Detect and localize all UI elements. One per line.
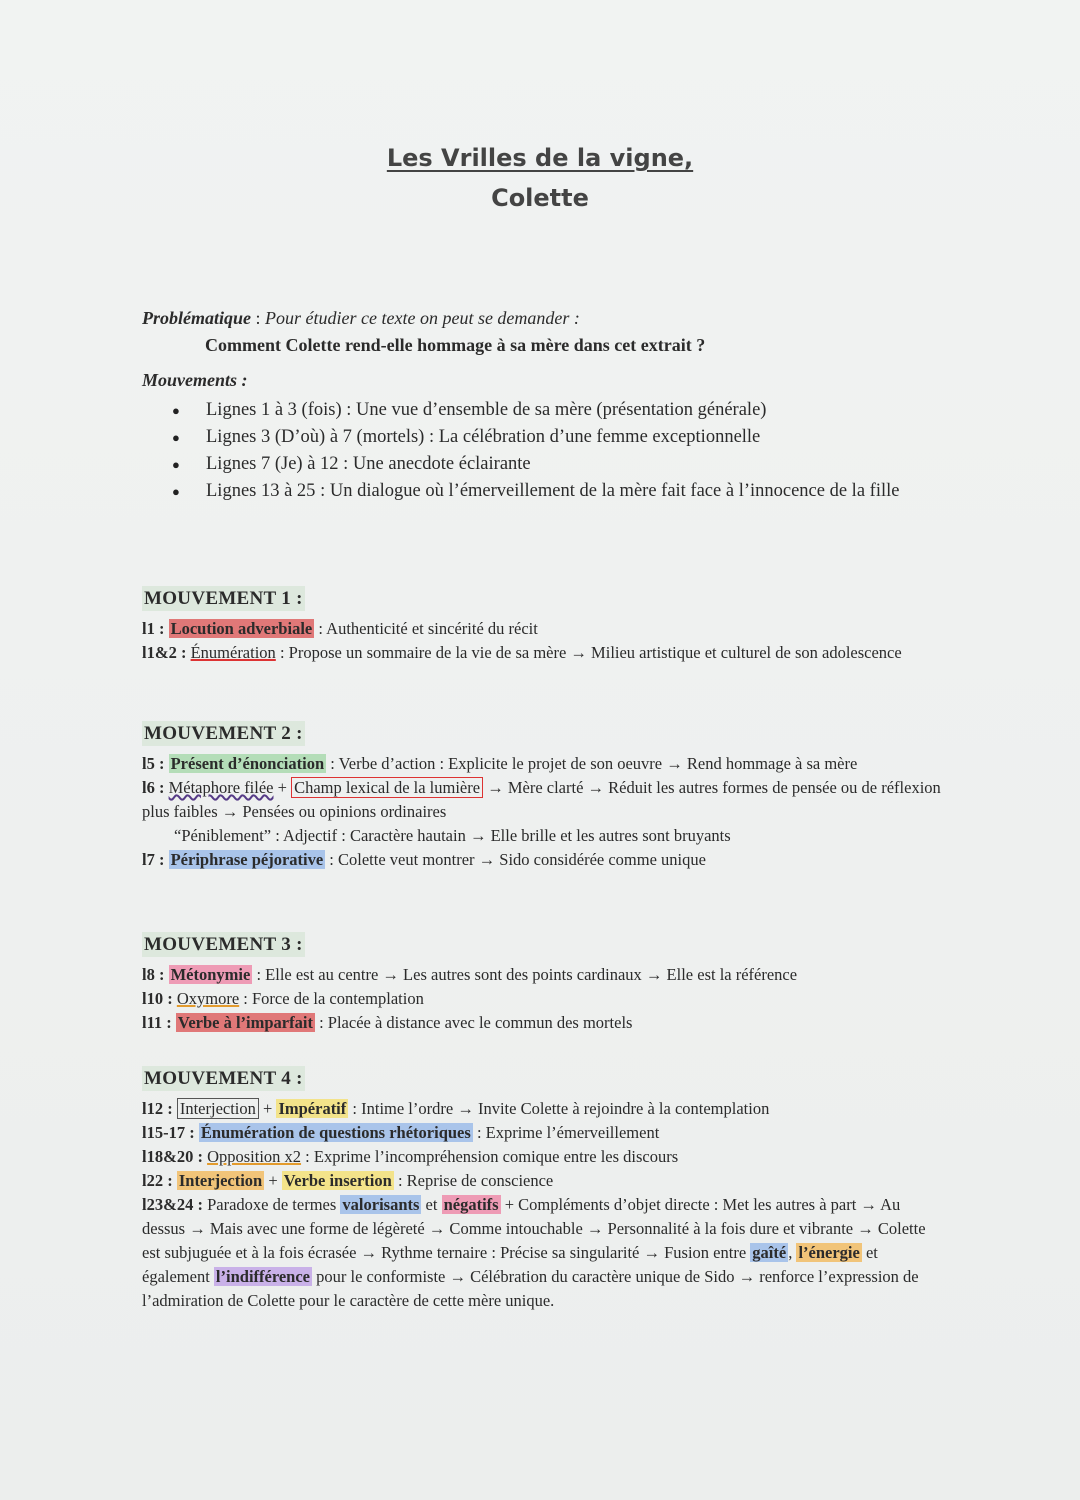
line-ref: l7 : [142, 850, 169, 869]
figure-term: négatifs [443, 1195, 499, 1214]
analysis-line [142, 641, 947, 665]
analysis-line [142, 1121, 947, 1145]
analysis-text: : Exprime l’incompréhension comique entre les discours [301, 1147, 679, 1166]
line-ref: l8 : [142, 965, 169, 984]
mouvement-2-section [142, 721, 947, 872]
problematique-sep: : [251, 308, 266, 328]
analysis-text: : Exprime l’émerveillement [472, 1123, 660, 1142]
analysis-line [142, 1145, 947, 1169]
mouvement-3-heading: MOUVEMENT 3 : [144, 934, 303, 955]
figure-term: gaîté [752, 1243, 787, 1262]
line-ref: l18&20 : [142, 1147, 208, 1166]
line-ref: l6 : [142, 778, 169, 797]
mouvement-4-section [142, 1066, 947, 1313]
line-ref: l1&2 : [142, 643, 191, 662]
figure-term: Oxymore [176, 989, 240, 1008]
analysis-line [142, 1193, 947, 1313]
analysis-line [142, 617, 947, 641]
figure-term: Métaphore filée [168, 778, 274, 797]
movement-text: : La célébration d’une femme exceptionnelle [424, 427, 761, 447]
figure-term: l’énergie [798, 1243, 860, 1262]
figure-term: Verbe insertion [283, 1171, 392, 1190]
line-ref: l11 : [142, 1013, 176, 1032]
list-item [206, 451, 947, 478]
movement-ref: Lignes 7 (Je) à 12 [206, 454, 339, 474]
analysis-text: : Placée à distance avec le commun des mortels [314, 1013, 633, 1032]
mouvements-label: Mouvements : [142, 370, 248, 390]
title-line-work: Les Vrilles de la vigne, [386, 144, 694, 172]
analysis-line [142, 1169, 947, 1193]
mouvement-4-heading: MOUVEMENT 4 : [144, 1068, 303, 1089]
analysis-text: : Verbe d’action : Explicite le projet de son oeuvre → Rend hommage à sa mère [326, 754, 858, 773]
figure-term: Métonymie [170, 965, 251, 984]
line-ref: l10 : [142, 989, 177, 1008]
mouvement-1-heading: MOUVEMENT 1 : [144, 588, 303, 609]
mouvement-2-heading: MOUVEMENT 2 : [144, 723, 303, 744]
list-item [206, 478, 947, 505]
analysis-text: + Compléments d’objet directe : Met les autres à part → Au dessus → Mais avec une forme de légèreté → Comme intouchable → Personnalité à la fois dure et vibrante → Colette est subjuguée et à la fois écrasée → Rythme ternaire : Précise sa singularité → Fusion entre [142, 1195, 926, 1262]
analysis-line [142, 1011, 947, 1035]
problematique-intro: Pour étudier ce texte on peut se demander : [265, 308, 580, 328]
analysis-text: et également [142, 1243, 878, 1286]
mouvement-3-section [142, 932, 947, 1035]
figure-term: Champ lexical de la lumière [291, 777, 483, 798]
analysis-text: : Colette veut montrer → Sido considérée comme unique [325, 850, 706, 869]
line-ref: l5 : [142, 754, 169, 773]
movement-ref: Lignes 1 à 3 (fois) [206, 400, 342, 420]
figure-term: Interjection [177, 1098, 259, 1119]
problematique-section [142, 306, 947, 505]
movement-ref: Lignes 13 à 25 [206, 481, 316, 501]
problematique-label: Problématique [142, 308, 251, 328]
analysis-text: : Force de la contemplation [239, 989, 424, 1008]
figure-term: Présent d’énonciation [170, 754, 325, 773]
mouvement-1-section [142, 586, 947, 665]
analysis-text: → Mère clarté → Réduit les autres formes de pensée ou de réflexion plus faibles → Pensées ou opinions ordinaires [142, 778, 941, 821]
figure-term: Opposition x2 [207, 1147, 302, 1166]
analysis-text: , [788, 1243, 797, 1262]
problematique-question: Comment Colette rend-elle hommage à sa mère dans cet extrait ? [205, 335, 706, 355]
analysis-text: : Intime l’ordre → Invite Colette à rejoindre à la contemplation [348, 1099, 770, 1118]
analysis-text: : Reprise de conscience [393, 1171, 554, 1190]
figure-term: l’indifférence [215, 1267, 311, 1286]
line-ref: l15-17 : [142, 1123, 199, 1142]
figure-term: Énumération de questions rhétoriques [200, 1123, 471, 1142]
plus-sign: + [273, 778, 292, 797]
movement-text: : Une vue d’ensemble de sa mère (présentation générale) [341, 400, 767, 420]
line-ref: l23&24 : [142, 1195, 208, 1214]
analysis-line [142, 848, 947, 872]
analysis-line [142, 1097, 947, 1121]
figure-term: Verbe à l’imparfait [177, 1013, 313, 1032]
plus-sign: + [264, 1171, 282, 1190]
figure-term: Interjection [178, 1171, 263, 1190]
analysis-text: : Authenticité et sincérité du récit [314, 619, 538, 638]
figure-term: Énumération [190, 643, 276, 662]
figure-term: Impératif [278, 1099, 347, 1118]
analysis-line [142, 987, 947, 1011]
document-title [0, 138, 1080, 218]
line-ref: l22 : [142, 1171, 177, 1190]
analysis-line: “Péniblement” : Adjectif : Caractère hautain → Elle brille et les autres sont bruyants [174, 826, 731, 845]
analysis-text: et [421, 1195, 442, 1214]
movement-text: : Une anecdote éclairante [338, 454, 531, 474]
analysis-line [142, 776, 947, 824]
analysis-text: pour le conformiste → Célébration du caractère unique de Sido → renforce l’expression de l’admiration de Colette pour le caractère de cette mère unique. [142, 1267, 919, 1310]
figure-term: Périphrase péjorative [170, 850, 324, 869]
movement-ref: Lignes 3 (D’où) à 7 (mortels) [206, 427, 425, 447]
list-item [206, 424, 947, 451]
list-item [206, 397, 947, 424]
analysis-text: : Elle est au centre → Les autres sont des points cardinaux → Elle est la référence [252, 965, 798, 984]
analysis-line [142, 752, 947, 776]
analysis-text: Paradoxe de termes [207, 1195, 341, 1214]
figure-term: Locution adverbiale [170, 619, 313, 638]
movement-text: : Un dialogue où l’émerveillement de la mère fait face à l’innocence de la fille [315, 481, 900, 501]
mouvements-list [142, 397, 947, 505]
plus-sign: + [258, 1099, 277, 1118]
figure-term: valorisants [342, 1195, 420, 1214]
analysis-line [142, 963, 947, 987]
line-ref: l1 : [142, 619, 169, 638]
analysis-text: : Propose un sommaire de la vie de sa mère → Milieu artistique et culturel de son adolescence [275, 643, 902, 662]
line-ref: l12 : [142, 1099, 177, 1118]
title-line-author: Colette [491, 184, 589, 212]
